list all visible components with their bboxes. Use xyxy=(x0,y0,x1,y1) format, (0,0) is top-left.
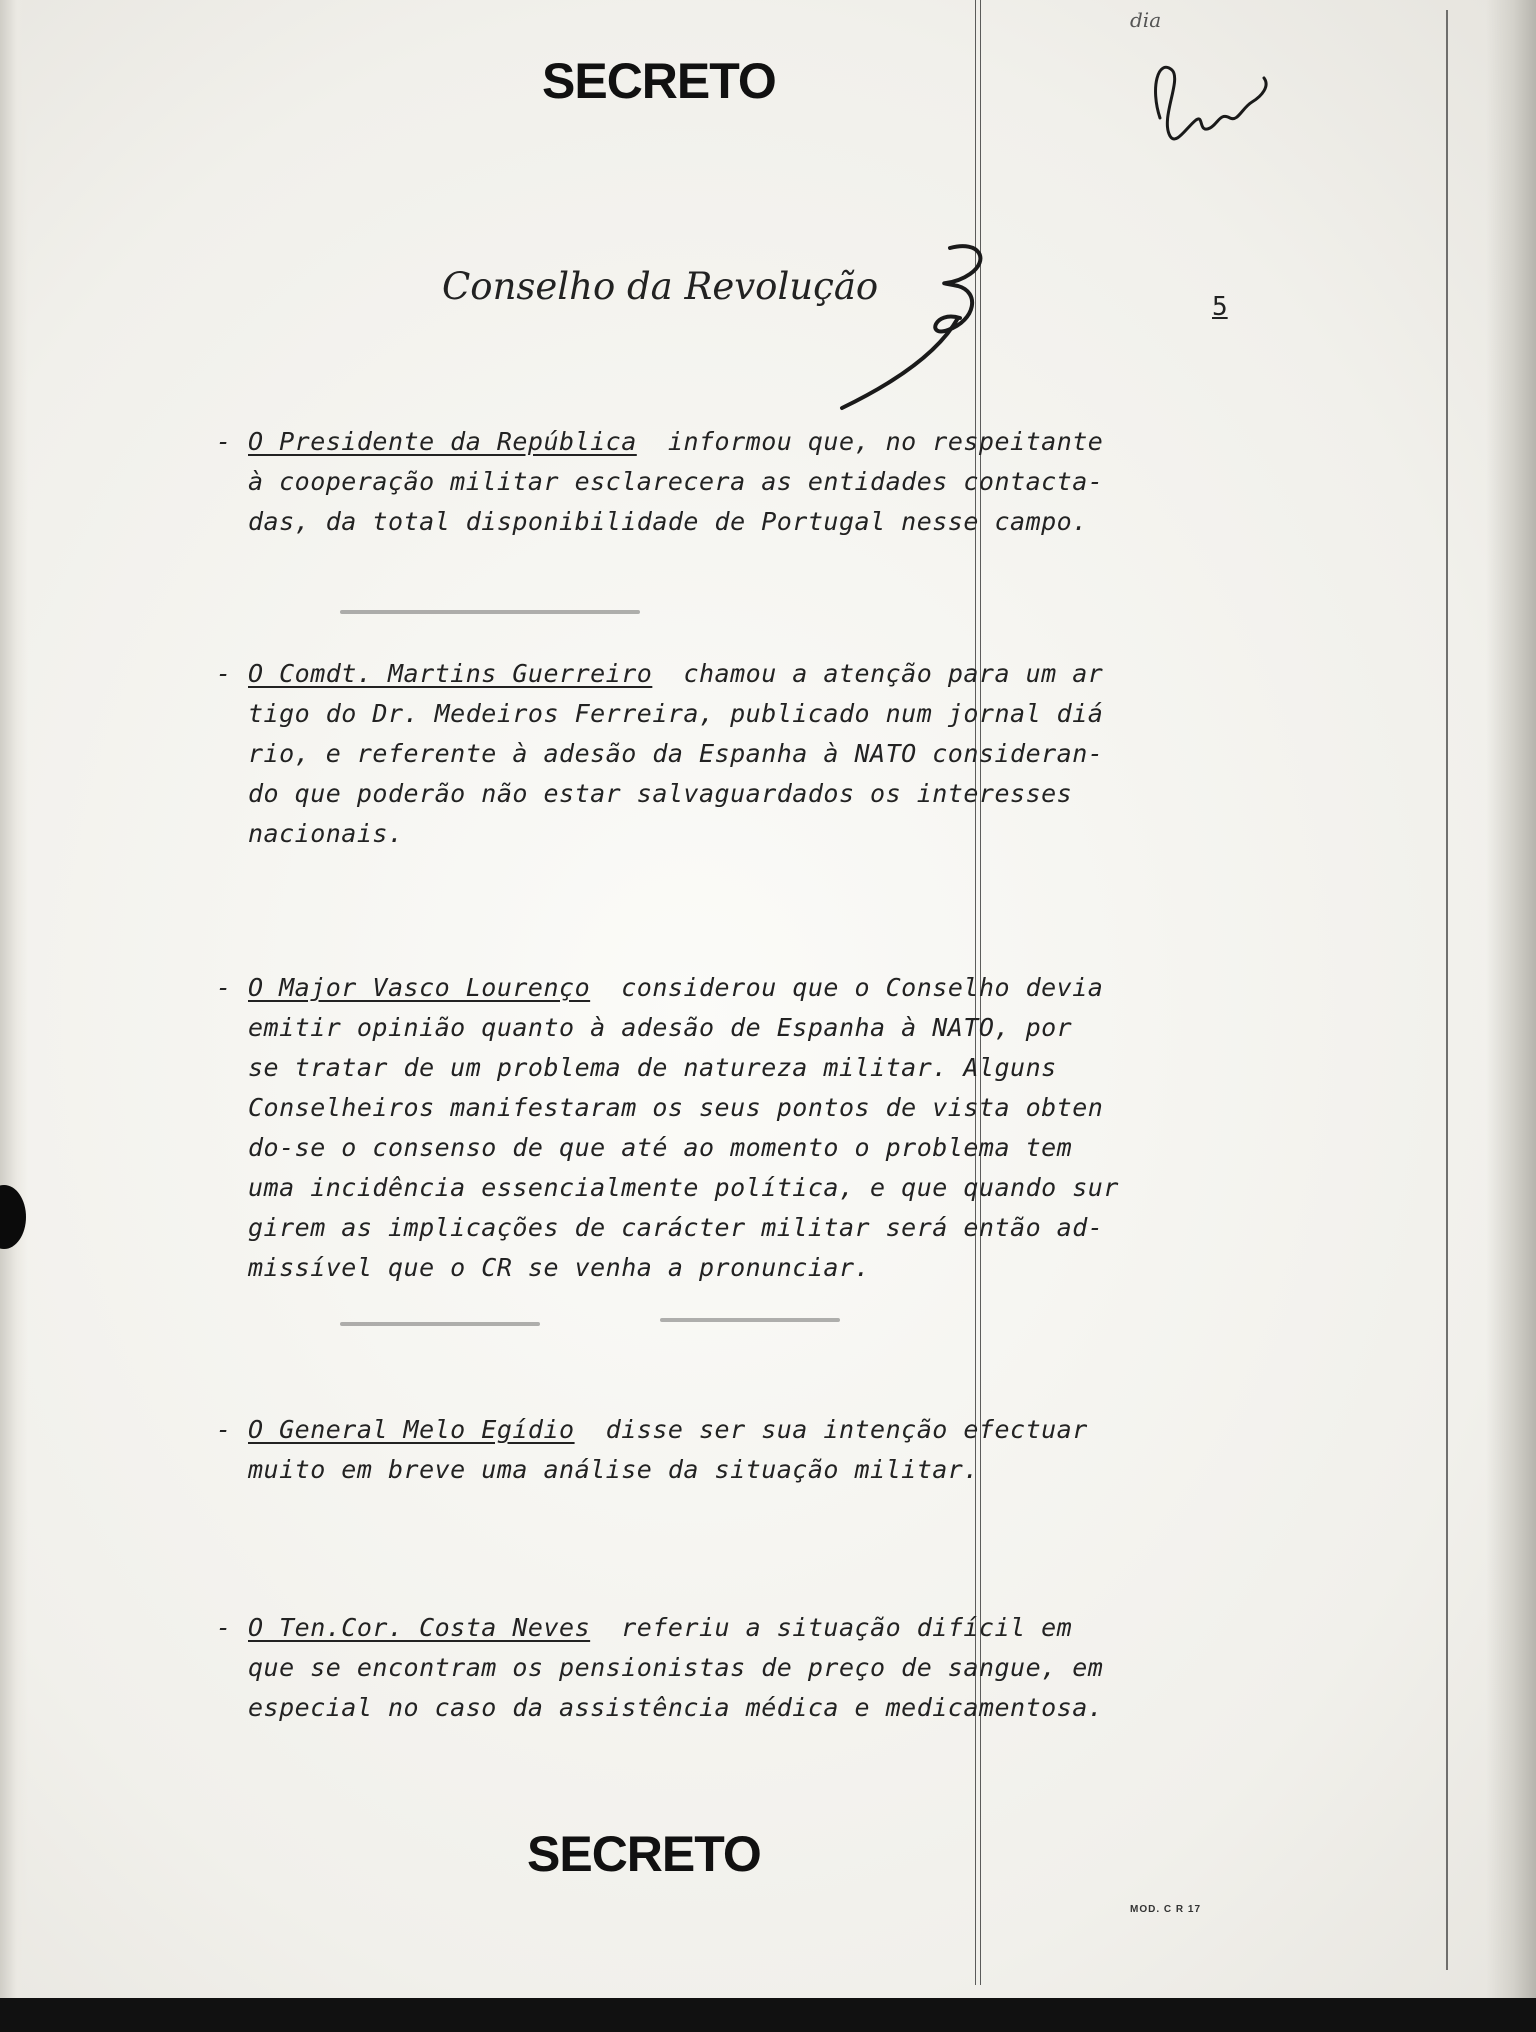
entry-line: missível que o CR se venha a pronunciar. xyxy=(248,1253,871,1282)
entry-line: muito em breve uma análise da situação militar. xyxy=(248,1455,979,1484)
scan-smudge xyxy=(340,610,640,614)
entry-line: Conselheiros manifestaram os seus pontos de vista obten xyxy=(248,1093,1104,1122)
entry-first-line: - O General Melo Egídio disse ser sua intenção efectuar xyxy=(216,1415,1088,1444)
entry-line: se tratar de um problema de natureza militar. Alguns xyxy=(248,1053,1057,1082)
handwritten-rubric xyxy=(830,240,1030,415)
speaker-name: O Major Vasco Lourenço xyxy=(248,973,591,1002)
form-code: MOD. C R 17 xyxy=(1130,1904,1202,1915)
page-number: 5 xyxy=(1212,292,1228,322)
right-margin-rule xyxy=(1446,10,1448,1970)
entry-first-line: - O Major Vasco Lourenço considerou que o Conselho devia xyxy=(216,973,1104,1002)
entry-line: informou que, no respeitante xyxy=(667,427,1104,456)
minute-entry-vasco-lourenco xyxy=(216,968,1196,1288)
entry-line: rio, e referente à adesão da Espanha à NATO consideran- xyxy=(248,739,1104,768)
scan-smudge xyxy=(340,1322,540,1326)
top-annotation: dia xyxy=(1130,8,1162,32)
entry-line: disse ser sua intenção efectuar xyxy=(605,1415,1088,1444)
footer-classification: SECRETO xyxy=(527,1826,761,1882)
minute-entry-president xyxy=(216,422,1196,542)
entry-line: das, da total disponibilidade de Portugal nesse campo. xyxy=(248,507,1088,536)
entry-line: emitir opinião quanto à adesão de Espanha à NATO, por xyxy=(248,1013,1073,1042)
scan-bottom-band xyxy=(0,1998,1536,2032)
entry-line: nacionais. xyxy=(248,819,404,848)
speaker-name: O Comdt. Martins Guerreiro xyxy=(248,659,653,688)
entry-line: do-se o consenso de que até ao momento o problema tem xyxy=(248,1133,1073,1162)
entry-line: referiu a situação difícil em xyxy=(621,1613,1073,1642)
header-classification: SECRETO xyxy=(542,53,776,109)
minute-entry-melo-egidio xyxy=(216,1410,1196,1490)
letterhead-title: Conselho da Revolução xyxy=(442,265,879,308)
entry-line: girem as implicações de carácter militar será então ad- xyxy=(248,1213,1104,1242)
minute-entry-martins-guerreiro xyxy=(216,654,1196,854)
speaker-name: O Ten.Cor. Costa Neves xyxy=(248,1613,591,1642)
entry-first-line: - O Presidente da República informou que, no respeitante xyxy=(216,427,1104,456)
entry-first-line: - O Comdt. Martins Guerreiro chamou a atenção para um ar xyxy=(216,659,1104,688)
entry-line: à cooperação militar esclarecera as entidades contacta- xyxy=(248,467,1104,496)
scan-smudge xyxy=(660,1318,840,1322)
minute-entry-costa-neves xyxy=(216,1608,1196,1728)
entry-line: considerou que o Conselho devia xyxy=(621,973,1104,1002)
speaker-name: O General Melo Egídio xyxy=(248,1415,575,1444)
entry-line: especial no caso da assistência médica e medicamentosa. xyxy=(248,1693,1104,1722)
entry-line: que se encontram os pensionistas de preço de sangue, em xyxy=(248,1653,1104,1682)
entry-line: tigo do Dr. Medeiros Ferreira, publicado num jornal diá xyxy=(248,699,1104,728)
entry-line: chamou a atenção para um ar xyxy=(683,659,1104,688)
handwritten-signature xyxy=(1140,48,1290,158)
entry-line: do que poderão não estar salvaguardados os interesses xyxy=(248,779,1073,808)
left-page-edge xyxy=(0,0,28,2032)
speaker-name: O Presidente da República xyxy=(248,427,637,456)
right-page-edge xyxy=(1486,0,1536,2032)
entry-first-line: - O Ten.Cor. Costa Neves referiu a situação difícil em xyxy=(216,1613,1073,1642)
entry-line: uma incidência essencialmente política, e que quando sur xyxy=(248,1173,1119,1202)
